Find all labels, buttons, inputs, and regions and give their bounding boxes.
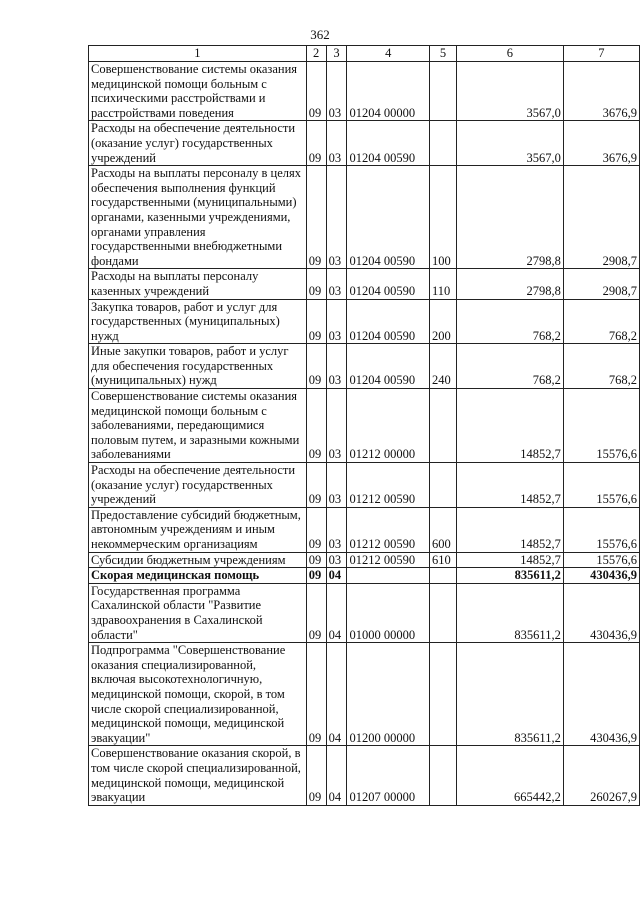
target-article-cell — [347, 568, 430, 584]
amount-col6-cell: 2798,8 — [456, 166, 563, 269]
page-number: 362 — [310, 27, 330, 42]
subsection-code-cell: 03 — [326, 166, 347, 269]
row-name-cell: Скорая медицинская помощь — [89, 568, 307, 584]
target-article-cell: 01212 00590 — [347, 507, 430, 552]
subsection-code-cell: 03 — [326, 269, 347, 299]
budget-table — [88, 45, 640, 806]
amount-col7-cell: 3676,9 — [563, 62, 639, 121]
section-code-cell: 09 — [306, 568, 326, 584]
expense-type-cell — [430, 121, 457, 166]
expense-type-cell — [430, 746, 457, 805]
amount-col7-cell: 15576,6 — [563, 507, 639, 552]
expense-type-cell: 100 — [430, 166, 457, 269]
row-name-cell: Расходы на обеспечение деятельности (оказание услуг) государственных учреждений — [89, 121, 307, 166]
amount-col7-cell: 15576,6 — [563, 389, 639, 463]
row-name-cell: Предоставление субсидий бюджетным, автономным учреждениям и иным некоммерческим организациям — [89, 507, 307, 552]
subsection-code-cell: 03 — [326, 62, 347, 121]
amount-col6-cell: 768,2 — [456, 299, 563, 344]
target-article-cell: 01212 00590 — [347, 463, 430, 508]
amount-col7-cell: 430436,9 — [563, 568, 639, 584]
amount-col6-cell: 14852,7 — [456, 507, 563, 552]
expense-type-cell: 110 — [430, 269, 457, 299]
expense-type-cell — [430, 568, 457, 584]
amount-col7-cell: 3676,9 — [563, 121, 639, 166]
table-row — [89, 568, 640, 584]
amount-col6-cell: 14852,7 — [456, 463, 563, 508]
target-article-cell: 01204 00000 — [347, 62, 430, 121]
subsection-code-cell: 03 — [326, 299, 347, 344]
target-article-cell: 01204 00590 — [347, 166, 430, 269]
amount-col7-cell: 768,2 — [563, 344, 639, 389]
subsection-code-cell: 04 — [326, 568, 347, 584]
amount-col6-cell: 835611,2 — [456, 583, 563, 642]
subsection-code-cell: 03 — [326, 552, 347, 568]
section-code-cell: 09 — [306, 299, 326, 344]
row-name-cell: Расходы на выплаты персоналу в целях обеспечения выполнения функций государственными (муниципальными) органами, казенными учреждениями, органами управления государственными внебюджетными фондами — [89, 166, 307, 269]
expense-type-cell: 600 — [430, 507, 457, 552]
header-cell: 3 — [326, 46, 347, 62]
section-code-cell: 09 — [306, 552, 326, 568]
target-article-cell: 01204 00590 — [347, 299, 430, 344]
amount-col7-cell: 430436,9 — [563, 643, 639, 746]
subsection-code-cell: 04 — [326, 746, 347, 805]
table-row — [89, 746, 640, 805]
row-name-cell: Иные закупки товаров, работ и услуг для обеспечения государственных (муниципальных) нужд — [89, 344, 307, 389]
header-cell: 4 — [347, 46, 430, 62]
subsection-code-cell: 03 — [326, 389, 347, 463]
table-row — [89, 552, 640, 568]
row-name-cell: Субсидии бюджетным учреждениям — [89, 552, 307, 568]
subsection-code-cell: 03 — [326, 344, 347, 389]
row-name-cell: Расходы на выплаты персоналу казенных учреждений — [89, 269, 307, 299]
section-code-cell: 09 — [306, 269, 326, 299]
header-cell: 7 — [563, 46, 639, 62]
target-article-cell: 01204 00590 — [347, 269, 430, 299]
target-article-cell: 01000 00000 — [347, 583, 430, 642]
amount-col6-cell: 665442,2 — [456, 746, 563, 805]
amount-col6-cell: 835611,2 — [456, 643, 563, 746]
amount-col7-cell: 2908,7 — [563, 166, 639, 269]
header-cell: 5 — [430, 46, 457, 62]
section-code-cell: 09 — [306, 121, 326, 166]
amount-col6-cell: 3567,0 — [456, 121, 563, 166]
table-row — [89, 389, 640, 463]
row-name-cell: Подпрограмма "Совершенствование оказания специализированной, включая высокотехнологичную, медицинской помощи, скорой, в том числе скорой специализированной, медицинской помощи, медицинской эвакуации" — [89, 643, 307, 746]
amount-col7-cell: 768,2 — [563, 299, 639, 344]
table-row — [89, 463, 640, 508]
subsection-code-cell: 03 — [326, 463, 347, 508]
header-row — [89, 46, 640, 62]
section-code-cell: 09 — [306, 507, 326, 552]
section-code-cell: 09 — [306, 166, 326, 269]
target-article-cell: 01200 00000 — [347, 643, 430, 746]
table-row — [89, 62, 640, 121]
subsection-code-cell: 04 — [326, 583, 347, 642]
target-article-cell: 01212 00590 — [347, 552, 430, 568]
header-cell: 6 — [456, 46, 563, 62]
table-row — [89, 166, 640, 269]
table-row — [89, 507, 640, 552]
amount-col7-cell: 15576,6 — [563, 463, 639, 508]
table-row — [89, 583, 640, 642]
row-name-cell: Закупка товаров, работ и услуг для государственных (муниципальных) нужд — [89, 299, 307, 344]
section-code-cell: 09 — [306, 463, 326, 508]
table-row — [89, 643, 640, 746]
amount-col6-cell: 3567,0 — [456, 62, 563, 121]
header-cell: 1 — [89, 46, 307, 62]
target-article-cell: 01207 00000 — [347, 746, 430, 805]
row-name-cell: Совершенствование оказания скорой, в том числе скорой специализированной, медицинской помощи, медицинской эвакуации — [89, 746, 307, 805]
amount-col7-cell: 15576,6 — [563, 552, 639, 568]
table-row — [89, 121, 640, 166]
expense-type-cell: 200 — [430, 299, 457, 344]
amount-col7-cell: 260267,9 — [563, 746, 639, 805]
row-name-cell: Совершенствование системы оказания медицинской помощи больным с психическими расстройствами и расстройствами поведения — [89, 62, 307, 121]
expense-type-cell — [430, 583, 457, 642]
row-name-cell: Государственная программа Сахалинской области "Развитие здравоохранения в Сахалинской области" — [89, 583, 307, 642]
section-code-cell: 09 — [306, 643, 326, 746]
amount-col6-cell: 2798,8 — [456, 269, 563, 299]
subsection-code-cell: 03 — [326, 121, 347, 166]
amount-col6-cell: 14852,7 — [456, 389, 563, 463]
row-name-cell: Совершенствование системы оказания медицинской помощи больным с заболеваниями, передающимися половым путем, и заразными кожными заболеваниями — [89, 389, 307, 463]
target-article-cell: 01204 00590 — [347, 121, 430, 166]
amount-col6-cell: 768,2 — [456, 344, 563, 389]
expense-type-cell — [430, 389, 457, 463]
expense-type-cell — [430, 463, 457, 508]
section-code-cell: 09 — [306, 389, 326, 463]
section-code-cell: 09 — [306, 62, 326, 121]
table-row — [89, 344, 640, 389]
table-row — [89, 269, 640, 299]
amount-col7-cell: 430436,9 — [563, 583, 639, 642]
target-article-cell: 01204 00590 — [347, 344, 430, 389]
amount-col7-cell: 2908,7 — [563, 269, 639, 299]
target-article-cell: 01212 00000 — [347, 389, 430, 463]
expense-type-cell: 240 — [430, 344, 457, 389]
expense-type-cell: 610 — [430, 552, 457, 568]
section-code-cell: 09 — [306, 344, 326, 389]
subsection-code-cell: 03 — [326, 507, 347, 552]
row-name-cell: Расходы на обеспечение деятельности (оказание услуг) государственных учреждений — [89, 463, 307, 508]
header-cell: 2 — [306, 46, 326, 62]
amount-col6-cell: 835611,2 — [456, 568, 563, 584]
section-code-cell: 09 — [306, 583, 326, 642]
table-row — [89, 299, 640, 344]
expense-type-cell — [430, 62, 457, 121]
section-code-cell: 09 — [306, 746, 326, 805]
subsection-code-cell: 04 — [326, 643, 347, 746]
amount-col6-cell: 14852,7 — [456, 552, 563, 568]
expense-type-cell — [430, 643, 457, 746]
